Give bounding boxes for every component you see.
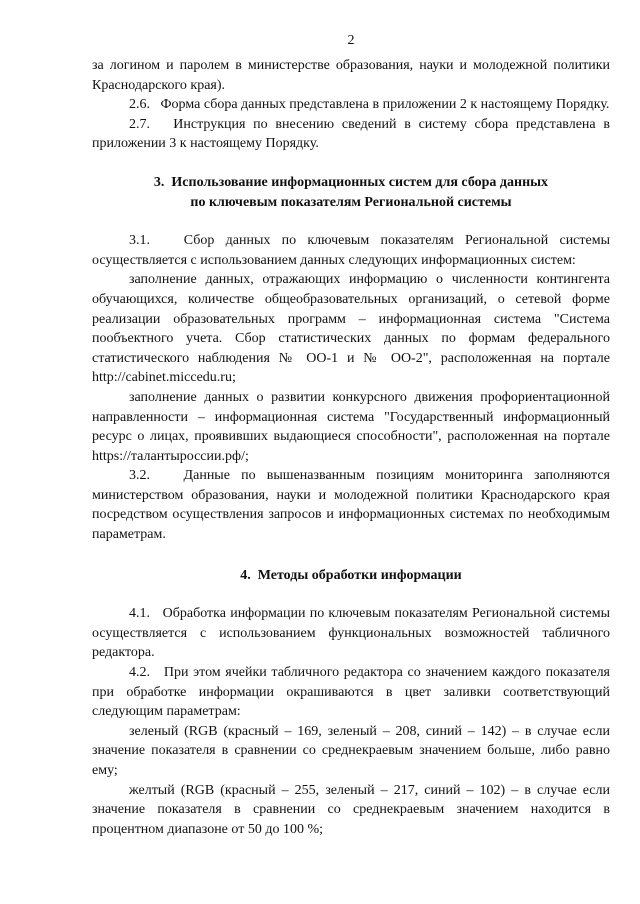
paragraph-4-1: 4.1. Обработка информации по ключевым показателям Региональной системы осуществляется с использованием функциональных возможностей табличного редактора. <box>92 606 610 661</box>
paragraph-login-continuation: за логином и паролем в министерстве образования, науки и молодежной политики Краснодарского края). <box>92 58 610 93</box>
paragraph-2-7: 2.7. Инструкция по внесению сведений в систему сбора представлена в приложении 3 к настоящему Порядку. <box>92 116 610 152</box>
paragraph-contingent-data: заполнение данных, отражающих информацию о численности контингента обучающихся, количестве общеобразовательных организаций, о сетевой форме реализации образовательных программ – информационная система "Система пообъектного учета. Сбор статистических данных по формам федерального статистического наблюдения № ОО-1 и № ОО-2", расположенная на портале http://cabinet.miccedu.ru; <box>92 272 610 386</box>
section-4-heading: 4. Методы обработки информации <box>240 567 462 583</box>
page-number: 2 <box>347 33 355 48</box>
paragraph-2-6: 2.6. Форма сбора данных представлена в приложении 2 к настоящему Порядку. <box>129 97 610 113</box>
paragraph-green-criterion: зеленый (RGB (красный – 169, зеленый – 208, синий – 142) – в случае если значение показателя в сравнении со среднекраевым значением больше, либо равно ему; <box>92 723 610 778</box>
paragraph-career-guidance-data: заполнение данных о развитии конкурсного движения профориентационной направленности – информационная система "Государственный информационный ресурс о лицах, проявивших выдающиеся способности", расположенная на портале https://талантыроссии.рф/; <box>92 389 610 464</box>
section-3-heading <box>92 173 610 212</box>
paragraph-3-2: 3.2. Данные по вышеназванным позициям мониторинга заполняются министерством образования, науки и молодежной политики Краснодарского края посредством осуществления запросов и информационных системах по необходимым параметрам. <box>92 468 610 543</box>
section-3-heading-line2: по ключевым показателям Региональной системы <box>190 194 512 210</box>
paragraph-yellow-criterion: желтый (RGB (красный – 255, зеленый – 217, синий – 102) – в случае если значение показателя в сравнении со среднекраевым значением находится в процентном диапазоне от 50 до 100 %; <box>92 782 610 837</box>
document-body <box>92 56 610 839</box>
paragraph-3-1: 3.1. Сбор данных по ключевым показателям Региональной системы осуществляется с использованием данных следующих информационных систем: <box>92 233 610 268</box>
section-3-heading-line1: 3. Использование информационных систем для сбора данных <box>153 174 549 190</box>
paragraph-4-2: 4.2. При этом ячейки табличного редактора со значением каждого показателя при обработке информации окрашиваются в цвет заливки соответствующий следующим параметрам: <box>92 665 610 720</box>
